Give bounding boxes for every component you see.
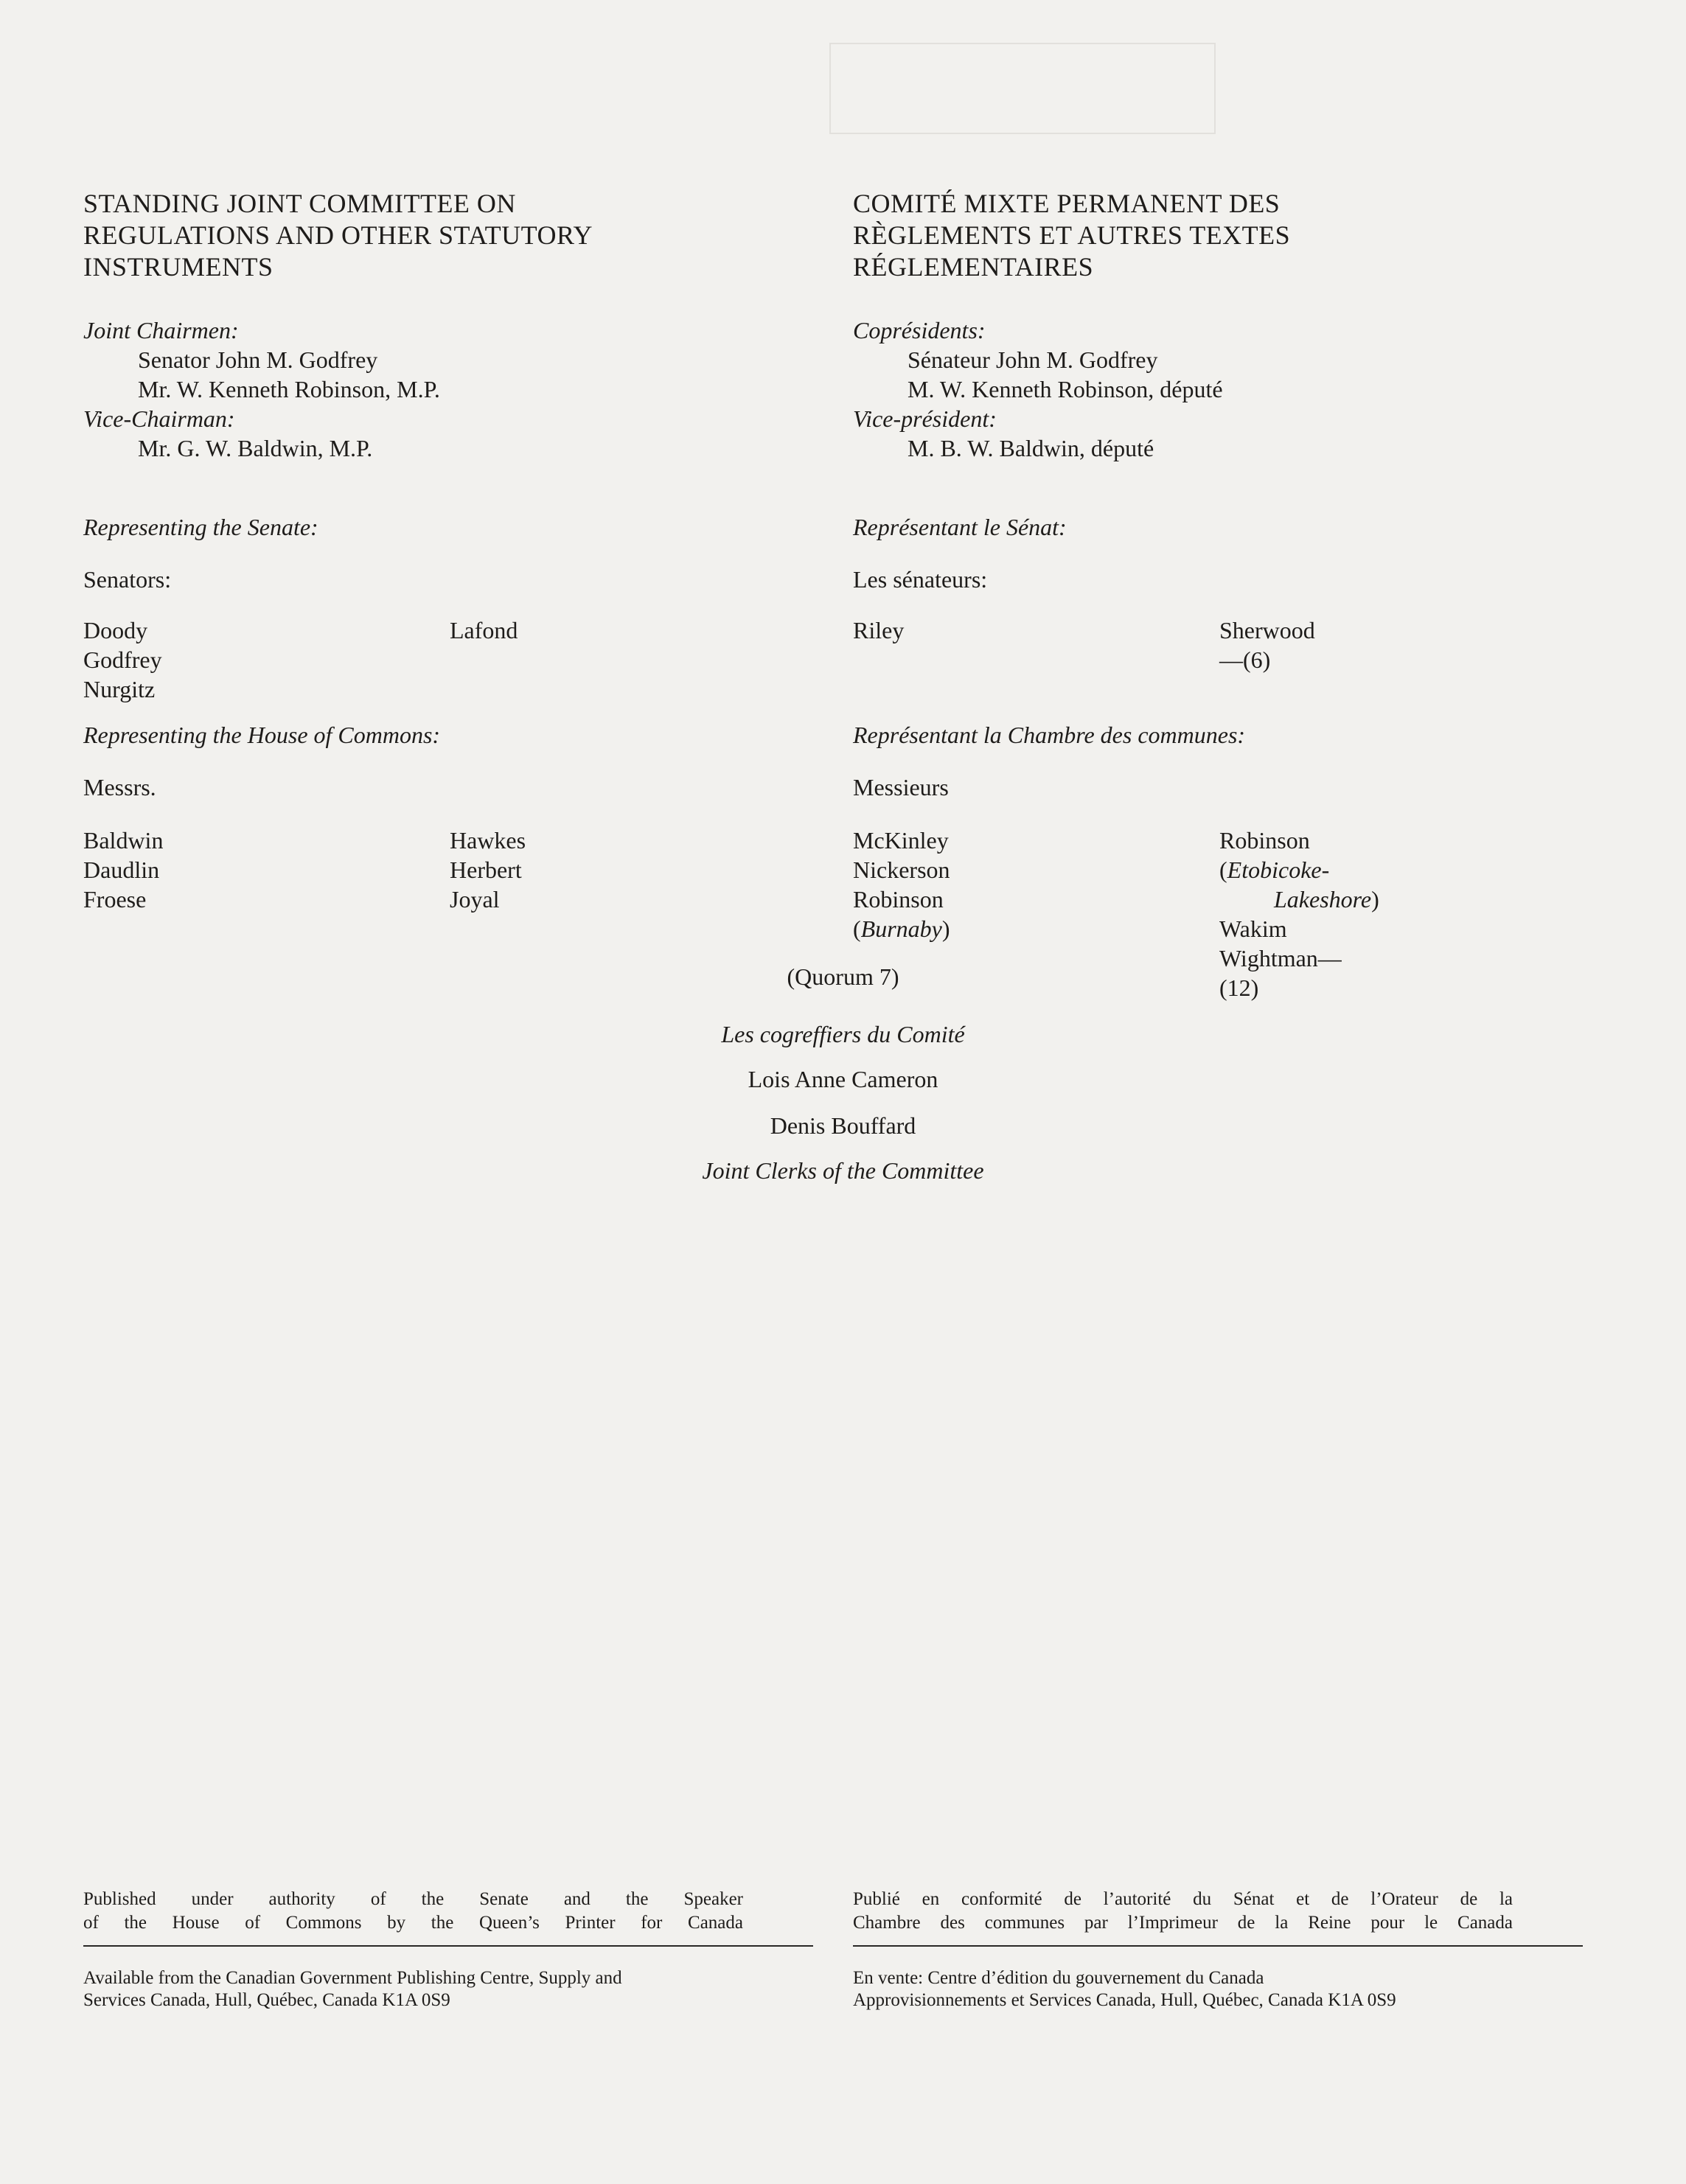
chairman-2: Mr. W. Kenneth Robinson, M.P.: [138, 376, 440, 402]
senator-name: Doody: [83, 617, 148, 643]
bleed-through-box: [829, 43, 1216, 134]
senateurs-label: Les sénateurs:: [853, 566, 988, 593]
depute-name: McKinley: [853, 827, 949, 854]
published-fr: Publié en conformité de l’autorité du Sénat et de l’Orateur de la Chambre des communes par l’Imprimeur de la Reine pour le Canada: [853, 1889, 1513, 1933]
published-en: Published under authority of the Senate and the Speaker of the House of Commons by the Queen’s Printer for Canada: [83, 1889, 743, 1933]
vice-chairman-label: Vice-Chairman:: [83, 405, 235, 432]
clerks-fr-label: Les cogreffiers du Comité: [721, 1021, 965, 1047]
senateur-name: Riley: [853, 617, 905, 643]
senator-name: Godfrey Nurgitz: [83, 646, 162, 702]
french-chairs-block: [853, 315, 1223, 463]
available-en: Available from the Canadian Government Publishing Centre, Supply and Services Canada, Hull, Québec, Canada K1A 0S9: [83, 1968, 622, 2010]
senateur-name: Sherwood—(6): [1219, 617, 1315, 673]
senat-heading: Représentant le Sénat:: [853, 514, 1067, 540]
member-name: Daudlin: [83, 856, 160, 883]
senate-heading: Representing the Senate:: [83, 514, 318, 540]
divider-left: [83, 1945, 813, 1947]
chairman-1: Senator John M. Godfrey: [138, 346, 378, 373]
depute-name: Wakim: [1219, 915, 1287, 942]
available-fr: En vente: Centre d’édition du gouvernement du Canada Approvisionnements et Services Canada, Hull, Québec, Canada K1A 0S9: [853, 1968, 1396, 2010]
vice-president-label: Vice-président:: [853, 405, 997, 432]
vice-president: M. B. W. Baldwin, député: [908, 435, 1154, 461]
depute-name: Nickerson: [853, 856, 950, 883]
depute-name: Robinson (Burnaby): [853, 886, 950, 942]
copresident-1: Sénateur John M. Godfrey: [908, 346, 1158, 373]
senator-name: Lafond: [450, 617, 518, 643]
french-committee-title: COMITÉ MIXTE PERMANENT DES RÈGLEMENTS ET AUTRES TEXTES RÉGLEMENTAIRES: [853, 189, 1291, 282]
members-label: Messrs.: [83, 774, 156, 800]
vice-chairman: Mr. G. W. Baldwin, M.P.: [138, 435, 373, 461]
clerk-2: Denis Bouffard: [770, 1112, 916, 1139]
communes-heading: Représentant la Chambre des communes:: [853, 722, 1246, 748]
commons-heading: Representing the House of Commons:: [83, 722, 441, 748]
depute-name-continued: Lakeshore): [1274, 886, 1379, 913]
member-name: Joyal: [450, 886, 500, 913]
clerk-1: Lois Anne Cameron: [748, 1066, 938, 1092]
senators-label: Senators:: [83, 566, 172, 593]
member-name: Herbert: [450, 856, 522, 883]
english-chairs-block: [83, 315, 440, 463]
member-name: Froese: [83, 886, 147, 913]
depute-name: Wightman—(12): [1219, 945, 1342, 1001]
joint-chairmen-label: Joint Chairmen:: [83, 317, 239, 343]
quorum: (Quorum 7): [787, 963, 899, 990]
copresident-2: M. W. Kenneth Robinson, député: [908, 376, 1223, 402]
messieurs-label: Messieurs: [853, 774, 949, 800]
clerks-en-label: Joint Clerks of the Committee: [702, 1157, 984, 1184]
member-name: Hawkes: [450, 827, 526, 854]
member-name: Baldwin: [83, 827, 164, 854]
copresidents-label: Coprésidents:: [853, 317, 986, 343]
depute-name: Robinson (Etobicoke-: [1219, 827, 1330, 883]
english-committee-title: STANDING JOINT COMMITTEE ON REGULATIONS AND OTHER STATUTORY INSTRUMENTS: [83, 189, 593, 282]
divider-right: [853, 1945, 1583, 1947]
